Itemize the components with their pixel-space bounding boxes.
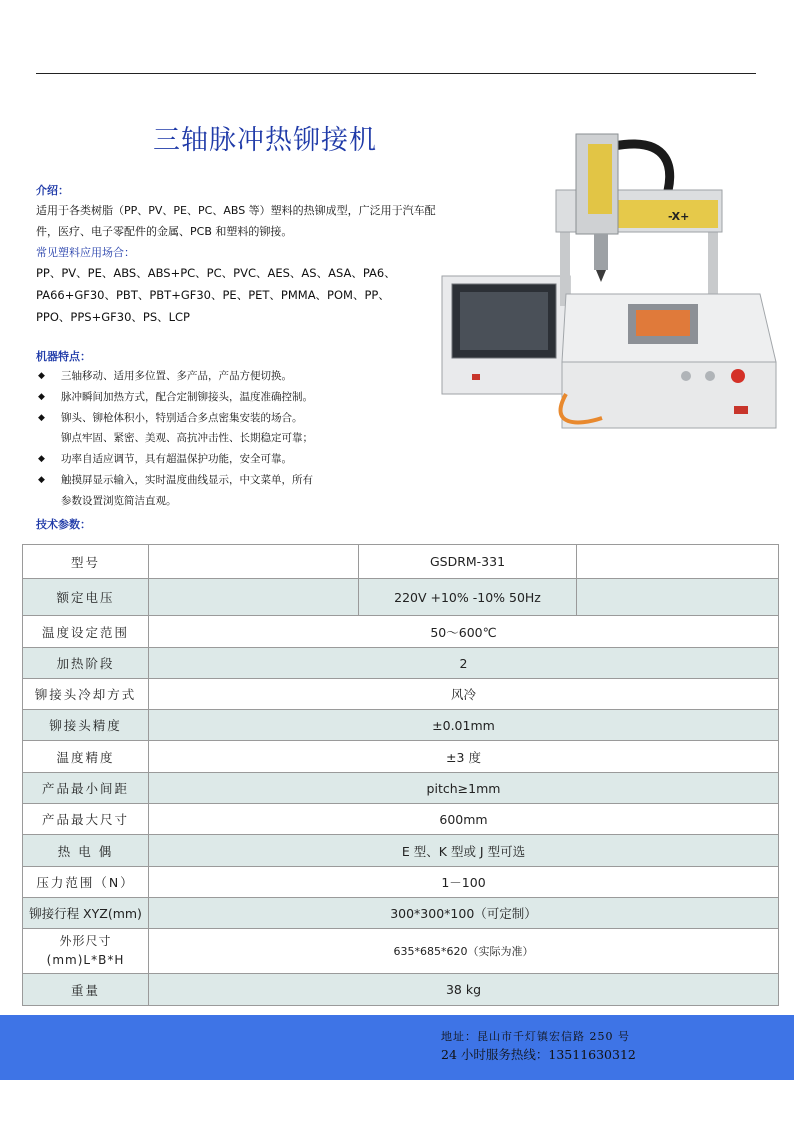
table-row: [23, 741, 779, 773]
spec-value: 2: [149, 648, 779, 679]
spec-label: 型号: [23, 545, 149, 579]
feature-item: ◆ 铆头、铆枪体积小，特别适合多点密集安装的场合。: [36, 408, 436, 429]
feature-item: ◆ 触摸屏显示输入，实时温度曲线显示，中文菜单，所有: [36, 470, 436, 491]
table-row: [23, 773, 779, 804]
feature-item: ◆ 三轴移动、适用多位置、多产品，产品方便切换。: [36, 366, 436, 387]
bullet-icon: ◆: [38, 412, 45, 423]
spec-value: ±3 度: [149, 741, 779, 773]
intro-label: 介绍：: [36, 184, 69, 197]
feature-item: ◆ 功率自适应调节，具有超温保护功能，安全可靠。: [36, 449, 436, 470]
bullet-icon: ◆: [38, 454, 45, 465]
spec-label: 加热阶段: [23, 648, 149, 679]
features-list: [36, 366, 436, 512]
spec-label: 温度精度: [23, 741, 149, 773]
spec-value: 300*300*100（可定制）: [149, 898, 779, 929]
spec-label: 铆接行程 XYZ(mm): [23, 898, 149, 929]
plastics-label: 常见塑料应用场合：: [36, 246, 135, 259]
spec-value: 600mm: [149, 804, 779, 835]
feature-item-continued: 铆点牢固、紧密、美观、高抗冲击性、长期稳定可靠；: [61, 432, 313, 445]
feature-item: ◆ 脉冲瞬间加热方式，配合定制铆接头，温度准确控制。: [36, 387, 436, 408]
spec-table: [22, 544, 779, 1006]
machine-illustration: [438, 126, 784, 438]
spec-cell-empty: [577, 579, 779, 616]
plastics-line: PA66+GF30、PBT、PBT+GF30、PE、PET、PMMA、POM、PP、: [36, 288, 390, 302]
spec-value: 风冷: [149, 679, 779, 710]
table-row: [23, 579, 779, 616]
plastics-list: [36, 262, 431, 328]
axis-label: -X+: [668, 210, 690, 223]
table-row: [23, 974, 779, 1006]
spec-label: 重量: [23, 974, 149, 1006]
table-row: [23, 679, 779, 710]
table-row: [23, 545, 779, 579]
features-label: 机器特点：: [36, 350, 91, 363]
spec-value: GSDRM-331: [359, 545, 577, 579]
spec-value: pitch≥1mm: [149, 773, 779, 804]
footer-band: [0, 1015, 794, 1080]
spec-cell-empty: [149, 545, 359, 579]
specs-label: 技术参数：: [36, 518, 91, 531]
spec-value: 1－100: [149, 867, 779, 898]
intro-text: 适用于各类树脂（PP、PV、PE、PC、ABS 等）塑料的热铆成型，广泛用于汽车配件，医疗、电子零配件的金属、PCB 和塑料的铆接。: [36, 204, 436, 238]
spec-label: 外形尺寸 (mm)L*B*H: [23, 929, 149, 974]
page-title: 三轴脉冲热铆接机: [153, 125, 377, 156]
bullet-icon: ◆: [38, 474, 45, 485]
table-row: [23, 648, 779, 679]
bullet-icon: ◆: [38, 371, 45, 381]
spec-label: 额定电压: [23, 579, 149, 616]
spec-label: 热 电 偶: [23, 835, 149, 867]
spec-label: 压力范围（N）: [23, 867, 149, 898]
spec-label: 产品最大尺寸: [23, 804, 149, 835]
spec-value: 635*685*620（实际为准）: [149, 929, 779, 974]
spec-label: 铆接头精度: [23, 710, 149, 741]
spec-label: 温度设定范围: [23, 616, 149, 648]
spec-value: 220V +10% -10% 50Hz: [359, 579, 577, 616]
footer-address: 地址：昆山市千灯镇宏信路 250 号: [441, 1030, 630, 1043]
footer-hotline: 24 小时服务热线：13511630312: [441, 1047, 636, 1062]
table-row: [23, 710, 779, 741]
spec-label: 产品最小间距: [23, 773, 149, 804]
table-row: [23, 867, 779, 898]
spec-value: 38 kg: [149, 974, 779, 1006]
spec-value: ±0.01mm: [149, 710, 779, 741]
table-row: [23, 835, 779, 867]
plastics-line: PP、PV、PE、ABS、ABS+PC、PC、PVC、AES、AS、ASA、PA6、: [36, 266, 396, 280]
table-row: [23, 898, 779, 929]
feature-item-continued: 参数设置浏览简洁直观。: [61, 494, 177, 507]
plastics-line: PPO、PPS+GF30、PS、LCP: [36, 310, 190, 324]
table-row: [23, 929, 779, 974]
spec-cell-empty: [577, 545, 779, 579]
top-rule: [36, 73, 756, 74]
spec-value: E 型、K 型或 J 型可选: [149, 835, 779, 867]
table-row: [23, 804, 779, 835]
spec-label: 铆接头冷却方式: [23, 679, 149, 710]
bullet-icon: ◆: [38, 391, 45, 402]
table-row: [23, 616, 779, 648]
spec-cell-empty: [149, 579, 359, 616]
spec-value: 50～600℃: [149, 616, 779, 648]
